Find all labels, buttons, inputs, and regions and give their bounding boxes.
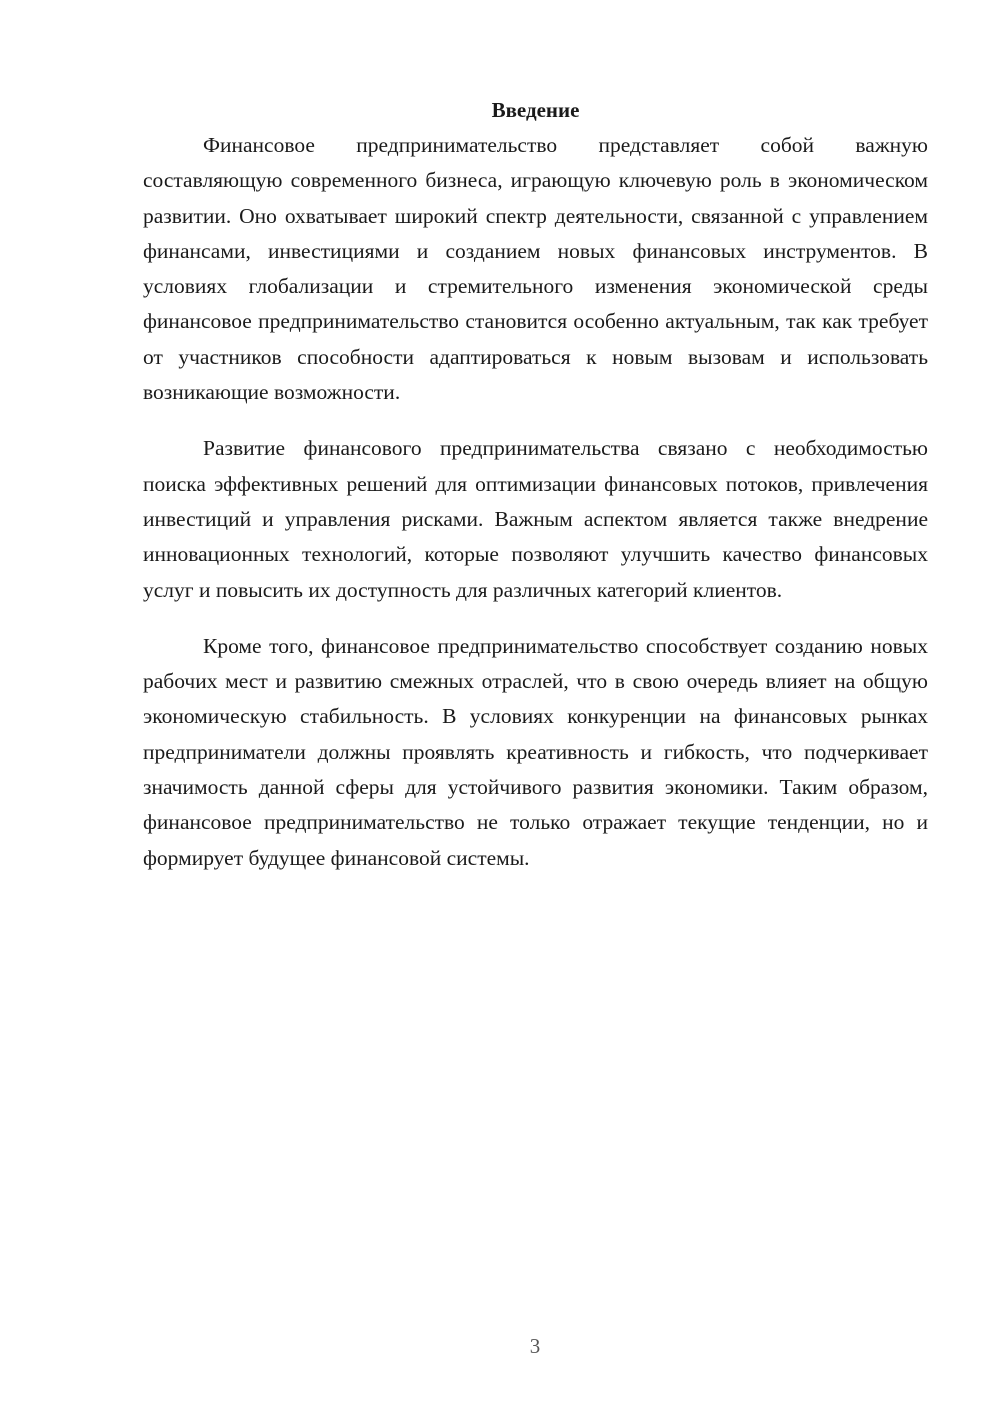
paragraph-1: Финансовое предпринимательство представляет собой важную составляющую современного бизнеса, играющую ключевую роль в экономическом развитии. Оно охватывает широкий спектр деятельности, связанной с управлением финансами, инвестициями и созданием новых финансовых инструментов. В условиях глобализации и стремительного изменения экономической среды финансовое предпринимательство становится особенно актуальным, так как требует от участников способности адаптироваться к новым вызовам и использовать возникающие возможности.: [143, 133, 928, 405]
section-title: Введение: [491, 98, 580, 122]
page-number: 3: [529, 1334, 541, 1358]
paragraph-3: Кроме того, финансовое предпринимательство способствует созданию новых рабочих мест и развитию смежных отраслей, что в свою очередь влияет на общую экономическую стабильность. В условиях конкуренции на финансовых рынках предприниматели должны проявлять креативность и гибкость, что подчеркивает значимость данной сферы для устойчивого развития экономики. Таким образом, финансовое предпринимательство не только отражает текущие тенденции, но и формирует будущее финансовой системы.: [143, 633, 928, 870]
page-content: [143, 93, 928, 876]
paragraph-2: Развитие финансового предпринимательства связано с необходимостью поиска эффективных решений для оптимизации финансовых потоков, привлечения инвестиций и управления рисками. Важным аспектом является также внедрение инновационных технологий, которые позволяют улучшить качество финансовых услуг и повысить их доступность для различных категорий клиентов.: [143, 436, 928, 602]
